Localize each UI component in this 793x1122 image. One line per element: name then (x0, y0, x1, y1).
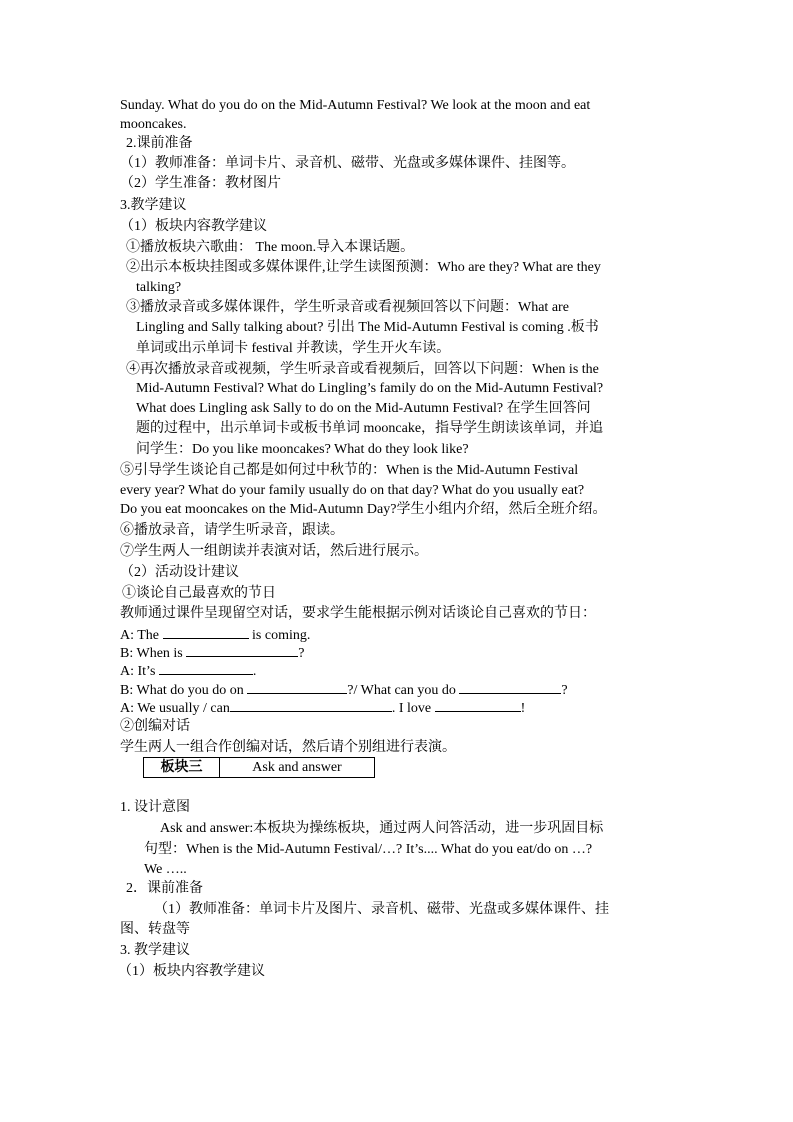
text-line: Sunday. What do you do on the Mid-Autumn Festival? We look at the moon and eat (120, 98, 591, 113)
text-line: 学生两人一组合作创编对话，然后请个别组进行表演。 (120, 740, 456, 755)
text-line: We ….. (144, 862, 187, 877)
text-line: ⑦学生两人一组朗读并表演对话，然后进行展示。 (120, 544, 428, 559)
text-line: 问学生：Do you like mooncakes? What do they look like? (136, 442, 469, 457)
dialogue-text: A: It’s (120, 664, 156, 679)
section-heading: 3.教学建议 (120, 198, 187, 213)
text-line: （1）教师准备：单词卡片及图片、录音机、磁带、光盘或多媒体课件、挂 (154, 902, 609, 917)
dialogue-text: ! (520, 701, 526, 716)
text-line: ⑥播放录音，请学生听录音，跟读。 (120, 523, 344, 538)
section-heading: 2.课前准备 (126, 136, 193, 151)
subsection-heading: （1）板块内容教学建议 (120, 219, 267, 234)
text-line: Lingling and Sally talking about? 引出 The Mid-Autumn Festival is coming .板书 (136, 320, 599, 335)
fill-blank (186, 644, 298, 657)
text-line: ①播放板块六歌曲： The moon.导入本课话题。 (126, 240, 415, 255)
text-line: 句型：When is the Mid-Autumn Festival/…? It’s.... What do you eat/do on …? (144, 842, 593, 857)
fill-blank (159, 662, 253, 675)
dialogue-line (120, 699, 525, 717)
dialogue-text: A: The (120, 628, 160, 643)
text-line: ③播放录音或多媒体课件，学生听录音或看视频回答以下问题：What are (126, 300, 569, 315)
dialogue-text: is coming. (252, 628, 311, 643)
text-line: Mid-Autumn Festival? What do Lingling’s family do on the Mid-Autumn Festival? (136, 381, 604, 396)
text-line: every year? What do your family usually do on that day? What do you usually eat? (120, 483, 585, 498)
section-heading: 2．课前准备 (126, 881, 203, 896)
text-line: （1）教师准备：单词卡片、录音机、磁带、光盘或多媒体课件、挂图等。 (120, 156, 575, 171)
fill-blank (459, 681, 561, 694)
text-line: Ask and answer:本板块为操练板块，通过两人问答活动，进一步巩固目标 (160, 821, 604, 836)
dialogue-text: . I love (391, 701, 432, 716)
section-heading: 1. 设计意图 (120, 800, 190, 815)
text-line: ②出示本板块挂图或多媒体课件,让学生读图预测：Who are they? What are they (126, 260, 601, 275)
section-heading: 3. 教学建议 (120, 943, 190, 958)
text-line: 单词或出示单词卡 festival 并教读，学生开火车读。 (136, 341, 451, 356)
text-line: 教师通过课件呈现留空对话，要求学生能根据示例对话谈论自己喜欢的节日： (120, 606, 596, 621)
dialogue-line (120, 626, 310, 644)
fill-blank (163, 626, 249, 639)
dialogue-text: ? (298, 646, 305, 661)
subsection-heading: （1）板块内容教学建议 (118, 964, 265, 979)
dialogue-text: ?/ What can you do (347, 683, 456, 698)
fill-blank (230, 699, 392, 712)
dialogue-line (120, 644, 304, 662)
text-line: talking? (136, 280, 182, 295)
text-line: ④再次播放录音或视频，学生听录音或看视频后，回答以下问题：When is the (126, 362, 599, 377)
dialogue-text: B: What do you do on (120, 683, 244, 698)
text-line: （2）学生准备：教材图片 (120, 176, 281, 191)
module-table (143, 757, 375, 778)
dialogue-text: ? (561, 683, 568, 698)
dialogue-line (120, 662, 256, 680)
module-number-cell: 板块三 (144, 758, 220, 777)
dialogue-text: B: When is (120, 646, 183, 661)
text-line: Do you eat mooncakes on the Mid-Autumn Day?学生小组内介绍，然后全班介绍。 (120, 502, 607, 517)
text-line: What does Lingling ask Sally to do on the Mid-Autumn Festival? 在学生回答问 (136, 401, 591, 416)
text-line: mooncakes. (120, 117, 187, 132)
fill-blank (247, 681, 347, 694)
text-line: ⑤引导学生谈论自己都是如何过中秋节的：When is the Mid-Autumn Festival (120, 463, 579, 478)
text-line: ②创编对话 (120, 719, 190, 734)
dialogue-line (120, 681, 568, 699)
dialogue-text: . (252, 664, 257, 679)
text-line: ①谈论自己最喜欢的节日 (122, 586, 276, 601)
text-line: 图、转盘等 (120, 922, 190, 937)
fill-blank (435, 699, 521, 712)
text-line: 题的过程中，出示单词卡或板书单词 mooncake，指导学生朗读该单词，并追 (136, 421, 604, 436)
module-title-cell: Ask and answer (252, 760, 342, 775)
subsection-heading: （2）活动设计建议 (120, 565, 239, 580)
dialogue-text: A: We usually / can (120, 701, 230, 716)
